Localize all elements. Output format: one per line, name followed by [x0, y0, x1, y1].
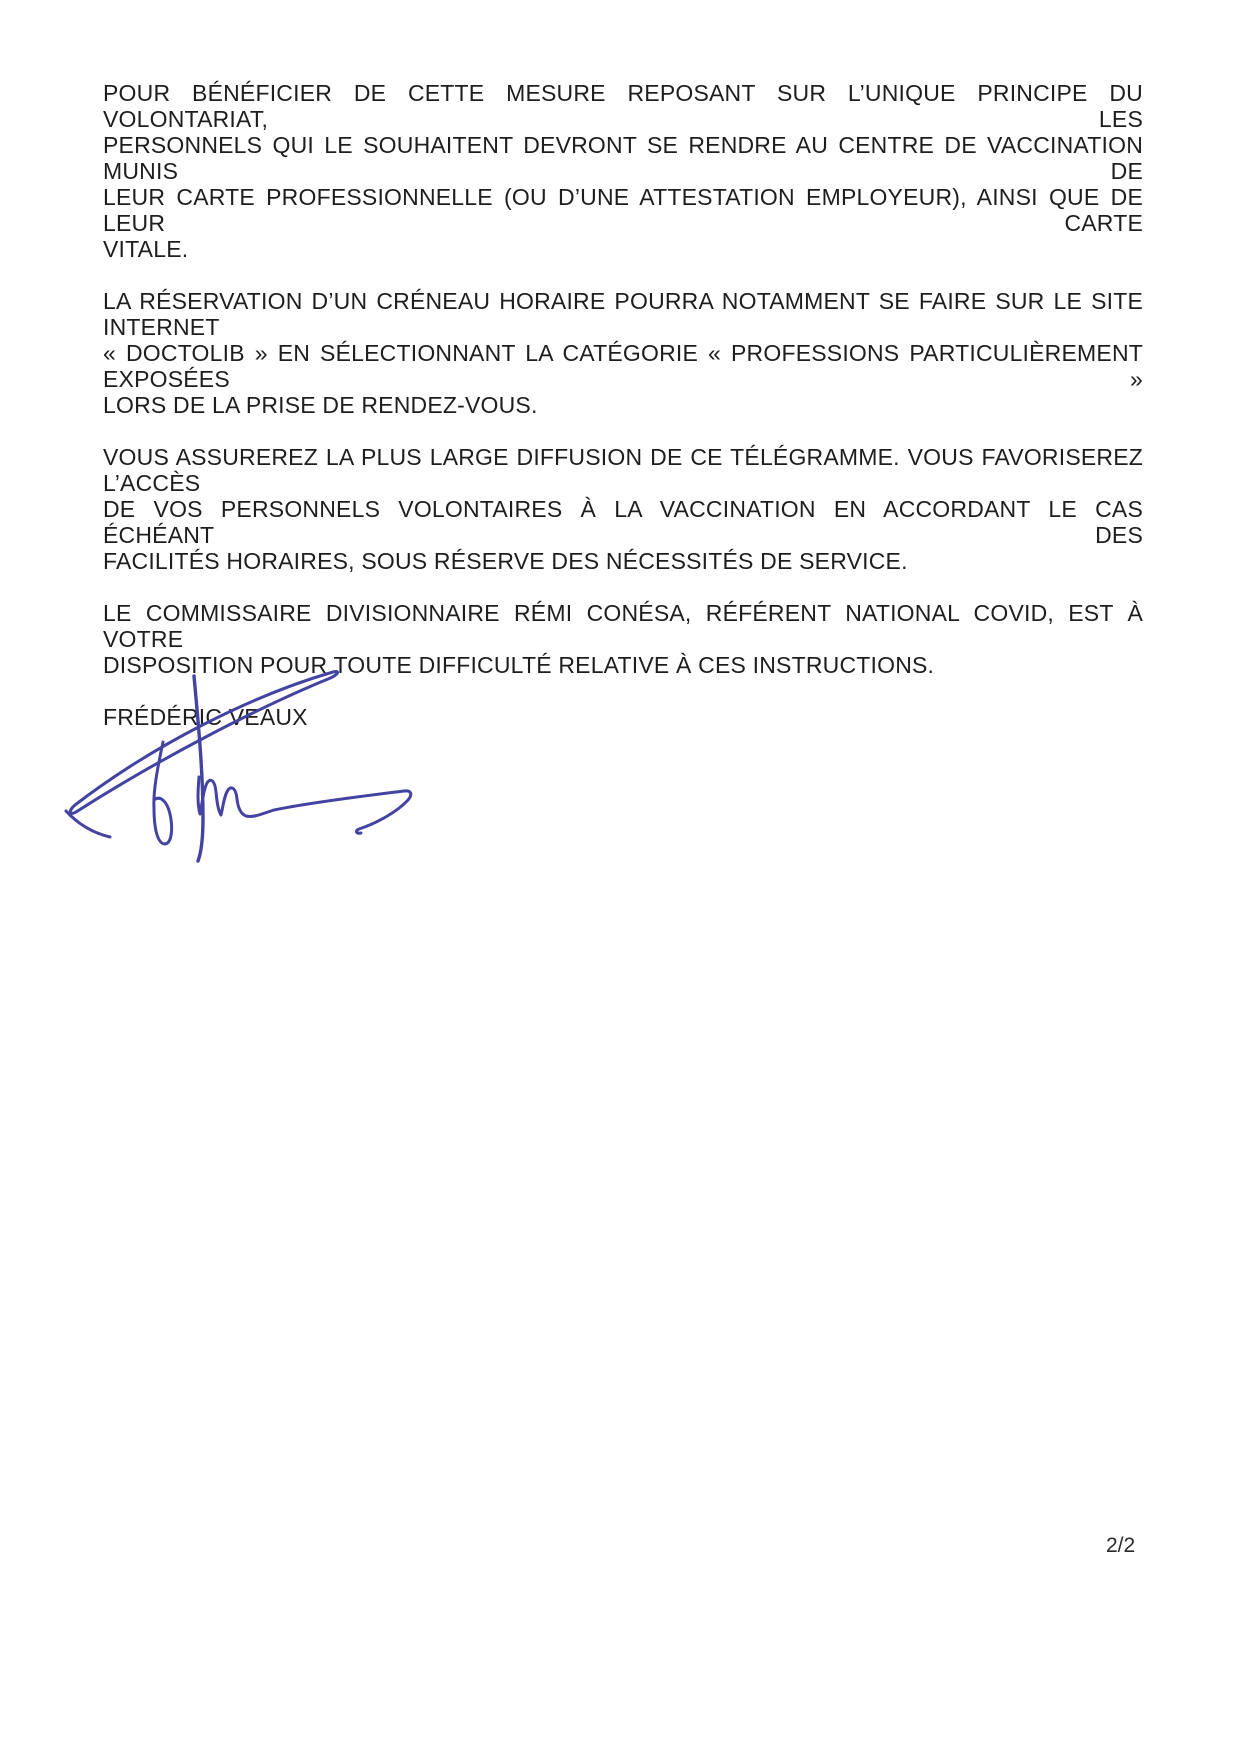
text-line: POUR BÉNÉFICIER DE CETTE MESURE REPOSANT SUR L’UNIQUE PRINCIPE DU VOLONTARIAT, LES — [103, 80, 1143, 132]
paragraph — [103, 80, 1143, 262]
text-line: « DOCTOLIB » EN SÉLECTIONNANT LA CATÉGORIE « PROFESSIONS PARTICULIÈREMENT EXPOSÉES » — [103, 340, 1143, 392]
text-line: DE VOS PERSONNELS VOLONTAIRES À LA VACCINATION EN ACCORDANT LE CAS ÉCHÉANT DES — [103, 496, 1143, 548]
text-line: FACILITÉS HORAIRES, SOUS RÉSERVE DES NÉCESSITÉS DE SERVICE. — [103, 548, 908, 574]
signatory-name: FRÉDÉRIC VEAUX — [103, 704, 308, 730]
text-line: VOUS ASSUREREZ LA PLUS LARGE DIFFUSION DE CE TÉLÉGRAMME. VOUS FAVORISEREZ L’ACCÈS — [103, 444, 1143, 496]
paragraph — [103, 600, 1143, 678]
text-line: PERSONNELS QUI LE SOUHAITENT DEVRONT SE RENDRE AU CENTRE DE VACCINATION MUNIS DE — [103, 132, 1143, 184]
paragraph — [103, 288, 1143, 418]
signature-block — [103, 704, 1143, 904]
paragraphs-container — [103, 80, 1143, 678]
text-line: LE COMMISSAIRE DIVISIONNAIRE RÉMI CONÉSA, RÉFÉRENT NATIONAL COVID, EST À VOTRE — [103, 600, 1143, 652]
text-line: VITALE. — [103, 236, 189, 262]
text-line: LA RÉSERVATION D’UN CRÉNEAU HORAIRE POURRA NOTAMMENT SE FAIRE SUR LE SITE INTERNET — [103, 288, 1143, 340]
text-line: LORS DE LA PRISE DE RENDEZ-VOUS. — [103, 392, 538, 418]
text-line: DISPOSITION POUR TOUTE DIFFICULTÉ RELATIVE À CES INSTRUCTIONS. — [103, 652, 935, 678]
handwritten-signature — [55, 660, 455, 875]
text-line: LEUR CARTE PROFESSIONNELLE (OU D’UNE ATTESTATION EMPLOYEUR), AINSI QUE DE LEUR CARTE — [103, 184, 1143, 236]
page-number: 2/2 — [1106, 1534, 1136, 1557]
letter-body — [103, 80, 1143, 904]
paragraph — [103, 444, 1143, 574]
